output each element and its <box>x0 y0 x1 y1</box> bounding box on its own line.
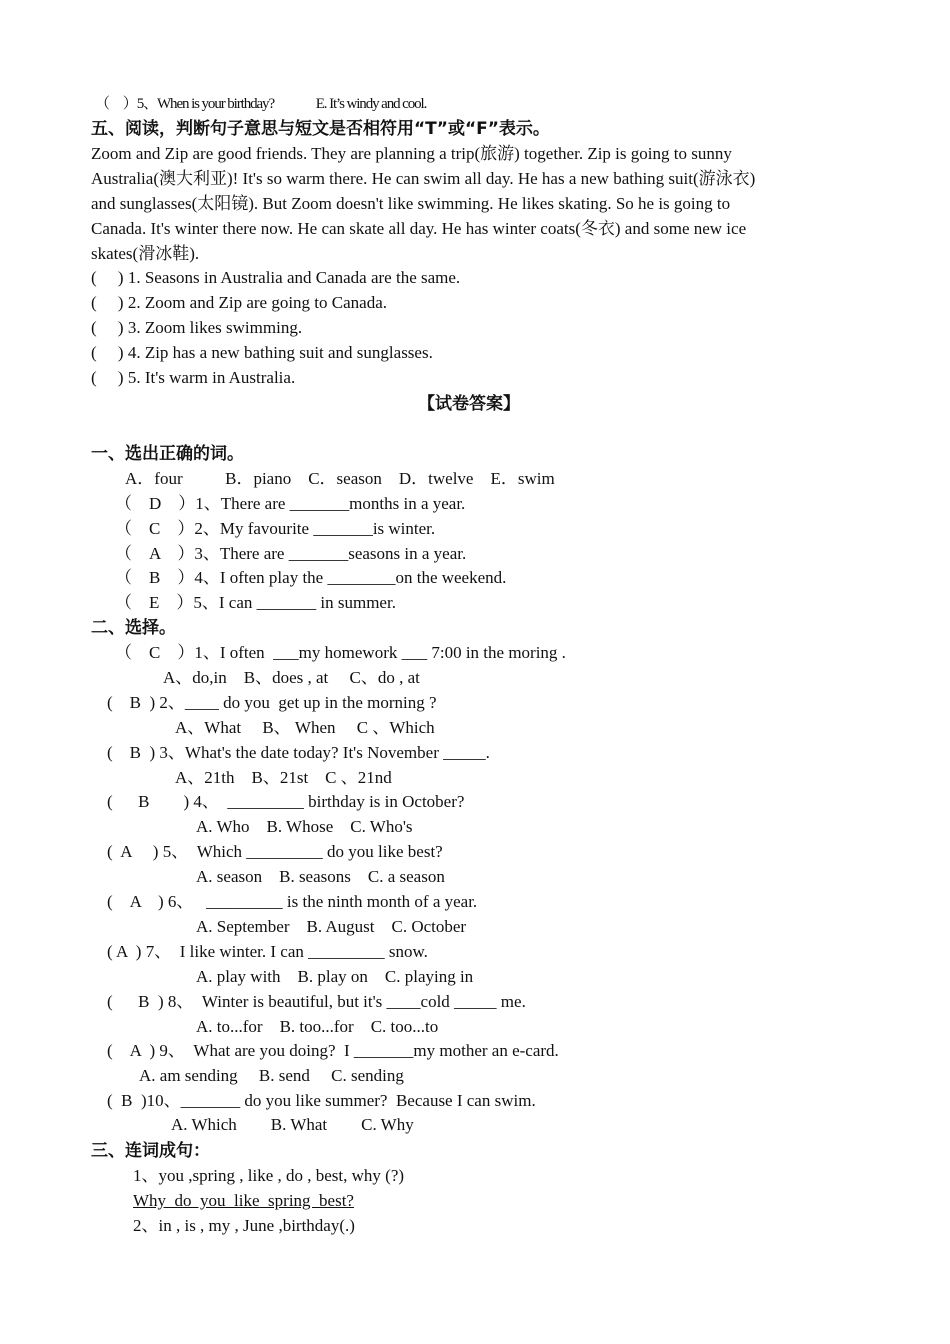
choice-options: A. am sending B. send C. sending <box>139 1066 404 1085</box>
answer-item: （ B ）4、I often play the ________on the weekend. <box>115 568 507 587</box>
choice-options: A. September B. August C. October <box>196 917 467 936</box>
choice-question: ( A ) 9、 What are you doing? I _______my mother an e-card. <box>107 1041 559 1060</box>
choice-options: A. Which B. What C. Why <box>171 1115 414 1134</box>
answers-title: 【试卷答案】 <box>418 394 520 414</box>
part-3-title: 三、连词成句： <box>91 1141 210 1161</box>
question-5-match: （ ）5、When is your birthday? E. It’s windy and cool. <box>95 96 427 112</box>
part-1-title: 一、选出正确的词。 <box>91 444 244 464</box>
choice-question: ( B ) 8、 Winter is beautiful, but it's ____cold _____ me. <box>107 992 526 1011</box>
passage-line: and sunglasses(太阳镜). But Zoom doesn't like swimming. He likes skating. So he is going to <box>91 194 731 213</box>
choice-question: ( A ) 6、 _________ is the ninth month of a year. <box>107 892 478 911</box>
passage-line: Australia(澳大利亚)! It's so warm there. He can swim all day. He has a new bathing suit(游泳衣) <box>91 169 756 188</box>
passage-line: Zoom and Zip are good friends. They are planning a trip(旅游) together. Zip is going to sunny <box>91 144 732 163</box>
part-1-options: A．four B．piano C．season D．twelve E．swim <box>125 469 555 488</box>
choice-question: （ C ）1、I often ___my homework ___ 7:00 in the moring . <box>115 643 566 662</box>
choice-options: A. to...for B. too...for C. too...to <box>196 1017 439 1036</box>
choice-question: ( B )10、_______ do you like summer? Because I can swim. <box>107 1091 536 1110</box>
answer-item: （ A ）3、There are _______seasons in a year. <box>115 544 467 563</box>
choice-question: ( B ) 4、 _________ birthday is in October? <box>107 792 465 811</box>
choice-options: A. play with B. play on C. playing in <box>196 967 474 986</box>
passage-line: Canada. It's winter there now. He can skate all day. He has winter coats(冬衣) and some new ice <box>91 219 747 238</box>
choice-question: ( A ) 5、 Which _________ do you like best? <box>107 842 443 861</box>
answer-item: （ E ）5、I can _______ in summer. <box>115 593 396 612</box>
choice-options: A、do,in B、does , at C、do , at <box>163 668 420 687</box>
tf-item: ( ) 2. Zoom and Zip are going to Canada. <box>91 293 388 312</box>
tf-item: ( ) 3. Zoom likes swimming. <box>91 318 303 337</box>
word-order-question: 1、you ,spring , like , do , best, why (?) <box>133 1166 405 1185</box>
choice-options: A、21th B、21st C 、21nd <box>175 768 392 787</box>
word-order-answer: Why do you like spring best? <box>133 1191 354 1210</box>
word-order-question: 2、in , is , my , June ,birthday(.) <box>133 1216 355 1235</box>
part-2-title: 二、选择。 <box>91 618 176 638</box>
choice-question: ( B ) 2、____ do you get up in the morning ? <box>107 693 437 712</box>
choice-options: A. Who B. Whose C. Who's <box>196 817 413 836</box>
passage-line: skates(滑冰鞋). <box>91 244 200 263</box>
tf-item: ( ) 4. Zip has a new bathing suit and sunglasses. <box>91 343 433 362</box>
choice-options: A、What B、 When C 、Which <box>175 718 435 737</box>
tf-item: ( ) 1. Seasons in Australia and Canada are the same. <box>91 268 461 287</box>
answer-item: （ C ）2、My favourite _______is winter. <box>115 519 436 538</box>
choice-question: ( A ) 7、 I like winter. I can _________ snow. <box>107 942 428 961</box>
tf-item: ( ) 5. It's warm in Australia. <box>91 368 296 387</box>
answer-item: （ D ）1、There are _______months in a year. <box>115 494 466 513</box>
section-5-title: 五、阅读，判断句子意思与短文是否相符用“T”或“F”表示。 <box>91 119 550 139</box>
choice-question: ( B ) 3、What's the date today? It's November _____. <box>107 743 490 762</box>
choice-options: A. season B. seasons C. a season <box>196 867 445 886</box>
